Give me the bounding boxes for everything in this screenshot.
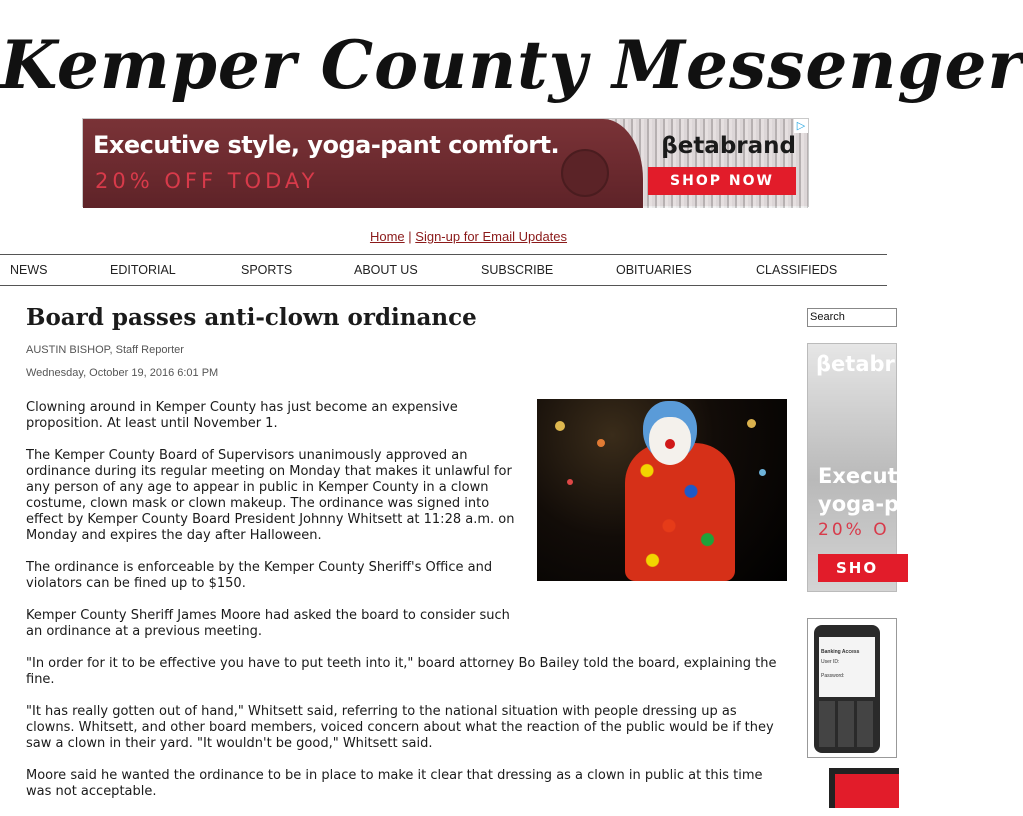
phone-screen [819, 637, 875, 697]
sidebar-ad-shop-button[interactable]: SHO [818, 554, 908, 582]
sidebar-ad-partial[interactable] [829, 768, 899, 808]
nav-item-sports[interactable]: SPORTS [241, 263, 293, 277]
article-paragraph: "It has really gotten out of hand," Whitsett said, referring to the national situation with people dressing up as clowns. Whitsett, and other board members, voiced concern about what the reaction of the public would be if they saw a clown in their yard. "It wouldn't be good," Whitsett said. [26, 704, 774, 751]
article [26, 304, 786, 799]
nav-item-about-us[interactable]: ABOUT US [354, 263, 418, 277]
top-ad-banner[interactable] [82, 118, 809, 207]
top-links-separator: | [408, 229, 412, 244]
email-signup-link[interactable]: Sign-up for Email Updates [415, 229, 568, 244]
article-title: Board passes anti-clown ordinance [26, 304, 477, 331]
article-paragraph: The Kemper County Board of Supervisors unanimously approved an ordinance during its regular meeting on Monday that makes it unlawful for any person of any age to appear in public in Kemper County in a clown costume, clown mask or clown makeup. The ordinance was signed into effect by Kemper County Board President Johnny Whitsett at 11:28 a.m. on Monday and expires the day after Halloween. [26, 448, 515, 543]
top-links [0, 229, 937, 244]
ad-pants-button-graphic [561, 149, 609, 197]
article-byline[interactable]: AUSTIN BISHOP, Staff Reporter [26, 344, 184, 356]
ad-brand-logo: βetabrand [661, 133, 796, 159]
nav-item-classifieds[interactable]: CLASSIFIEDS [756, 263, 838, 277]
article-paragraph: Clowning around in Kemper County has just become an expensive proposition. At least until November 1. [26, 400, 458, 431]
ad-headline: Executive style, yoga-pant comfort. [93, 131, 560, 159]
phone-keypad [819, 701, 875, 747]
nav-item-obituaries[interactable]: OBITUARIES [616, 263, 692, 277]
nav-item-editorial[interactable]: EDITORIAL [110, 263, 176, 277]
masthead-title[interactable]: Kemper County Messenger [0, 26, 1023, 104]
search-input[interactable]: Search [807, 308, 897, 327]
article-paragraph: Moore said he wanted the ordinance to be in place to make it clear that dressing as a clown in public at this time was not acceptable. [26, 768, 763, 799]
article-date: Wednesday, October 19, 2016 6:01 PM [26, 367, 219, 379]
sidebar-ad-headline-line: yoga-pa [818, 492, 914, 516]
sidebar-ad-headline-line: Executi [818, 464, 905, 488]
main-nav [0, 254, 887, 286]
ad-shop-now-button[interactable]: SHOP NOW [648, 167, 796, 195]
phone-password-label: Password: [821, 673, 845, 679]
article-paragraph: The ordinance is enforceable by the Kemper County Sheriff's Office and violators can be fined up to $150. [26, 560, 493, 591]
article-body [26, 400, 786, 816]
ad-subline: 20% OFF TODAY [95, 169, 319, 193]
nav-item-news[interactable]: NEWS [10, 263, 48, 277]
nav-item-subscribe[interactable]: SUBSCRIBE [481, 263, 554, 277]
article-paragraph: Kemper County Sheriff James Moore had asked the board to consider such an ordinance at a previous meeting. [26, 608, 510, 639]
article-paragraph: "In order for it to be effective you have to put teeth into it," board attorney Bo Bailey told the board, explaining the fine. [26, 656, 777, 687]
sidebar-ad-subline: 20% O [818, 520, 890, 540]
home-link[interactable]: Home [369, 229, 405, 244]
sidebar-ad-brand: βetabr [816, 352, 895, 376]
phone-screen-title: Banking Access [821, 649, 860, 655]
phone-user-label: User ID: [821, 659, 840, 665]
sidebar-ad[interactable] [807, 343, 914, 592]
sidebar-ad-headline [818, 462, 913, 518]
sidebar-banking-ad[interactable] [807, 618, 897, 758]
adchoices-icon[interactable]: ▷ [794, 119, 808, 133]
